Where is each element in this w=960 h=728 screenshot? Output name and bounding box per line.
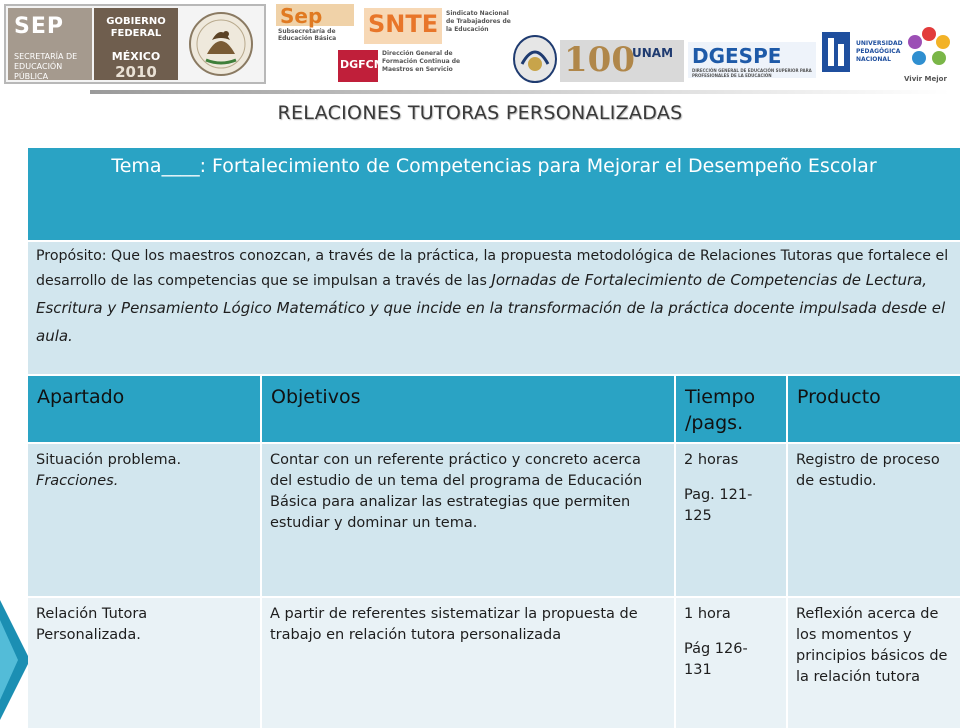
unam-seal-icon [512, 34, 558, 84]
row1-apartado-text: Situación problema. [36, 452, 182, 468]
dgespe-logo [688, 40, 816, 80]
dgfcms-subtitle: Dirección General de Formación Continua de Maestros en Servicio [382, 50, 461, 73]
table-header-row [28, 376, 960, 442]
sep-subtitle: SECRETARÍA DE EDUCACIÓN PÚBLICA [14, 52, 78, 81]
dgespe-subtitle: DIRECCIÓN GENERAL DE EDUCACIÓN SUPERIOR PARA PROFESIONALES DE LA EDUCACIÓN [692, 68, 812, 78]
table-title-row [28, 148, 960, 240]
purpose-italic-text: Jornadas de Fortalecimiento de Competencias de Lectura, Escritura y Pensamiento Lógico Matemático y que incide en la transformación de la práctica docente impulsada desde el aula. [36, 271, 946, 345]
header-apartado: Apartado [37, 386, 125, 408]
header-tiempo: Tiempo /pags. [685, 386, 756, 434]
purpose-row [28, 242, 960, 374]
row1-apartado [28, 444, 260, 498]
row1-producto: Registro de proceso de estudio. [796, 452, 940, 489]
country-label: MÉXICO [111, 50, 161, 63]
dgespe-logo-text: DGESPE [692, 44, 782, 68]
upn-subtitle: UNIVERSIDAD PEDAGÓGICA NACIONAL [856, 40, 903, 63]
sebas-logo [276, 4, 354, 48]
table-row [28, 598, 960, 728]
header-producto: Producto [797, 386, 881, 408]
vivir-mejor-text: Vivir Mejor [904, 75, 947, 83]
gobierno-federal-panel [94, 8, 178, 80]
header-banner [0, 0, 960, 92]
left-decorative-shape [0, 600, 30, 720]
snte-subtitle: Sindicato Nacional de Trabajadores de la Educación [446, 10, 511, 33]
banner-divider [90, 90, 950, 94]
row2-producto: Reflexión acerca de los momentos y principios básicos de la relación tutora [796, 606, 948, 685]
row2-apartado: Relación Tutora Personalizada. [36, 606, 148, 643]
header-objetivos: Objetivos [271, 386, 361, 408]
row1-tiempo-text: 2 horas [684, 452, 739, 468]
snte-logo [364, 8, 512, 44]
row1-apartado-italic: Fracciones. [36, 473, 119, 489]
row1-tiempo [676, 444, 786, 533]
table-row [28, 444, 960, 596]
row1-objetivos: Contar con un referente práctico y concreto acerca del estudio de un tema del programa de Educación Básica para analizar las estrategias que permiten estudiar y dominar un tema. [270, 452, 643, 531]
sebas-logo-text: Sep [280, 4, 323, 28]
sep-logo-left-panel [8, 8, 92, 80]
vivir-mejor-logo [900, 26, 958, 88]
sebas-subtitle: Subsecretaría de Educación Básica [278, 28, 337, 42]
sep-acronym: SEP [14, 14, 64, 39]
mexican-eagle-seal-icon [182, 10, 260, 78]
row2-tiempo-text: 1 hora [684, 606, 731, 622]
snte-logo-text: SNTE [368, 10, 439, 38]
unam-100-logo [560, 40, 684, 82]
unam-100-text: 100 [564, 40, 635, 80]
gobierno-federal-label: GOBIERNO FEDERAL [106, 16, 166, 39]
year-label: 2010 [115, 63, 157, 81]
page-title: RELACIONES TUTORAS PERSONALIZADAS [277, 102, 683, 124]
lesson-plan-table [28, 148, 960, 720]
upn-emblem-icon [820, 30, 854, 74]
row2-pags-text: Pág 126- 131 [684, 641, 748, 678]
row2-tiempo [676, 598, 786, 687]
dgfcms-logo-text: DGFCMS [340, 58, 393, 71]
row1-pags-text: Pag. 121- 125 [684, 487, 753, 524]
upn-logo [820, 26, 903, 86]
row2-objetivos: A partir de referentes sistematizar la propuesta de trabajo en relación tutora personalizada [270, 606, 638, 643]
dgfcms-logo [338, 48, 462, 84]
table-title: Tema____: Fortalecimiento de Competencias para Mejorar el Desempeño Escolar [111, 155, 877, 177]
purpose-text [36, 246, 952, 350]
purpose-normal-text: Propósito: Que los maestros conozcan, a través de la práctica, la propuesta metodológica de Relaciones Tutoras que fortalece el desarrollo de las competencias que se impulsan a través de las [36, 248, 949, 289]
sep-logo [4, 4, 266, 84]
vivir-mejor-flower-icon [906, 26, 952, 70]
unam-text: UNAM [632, 46, 674, 60]
